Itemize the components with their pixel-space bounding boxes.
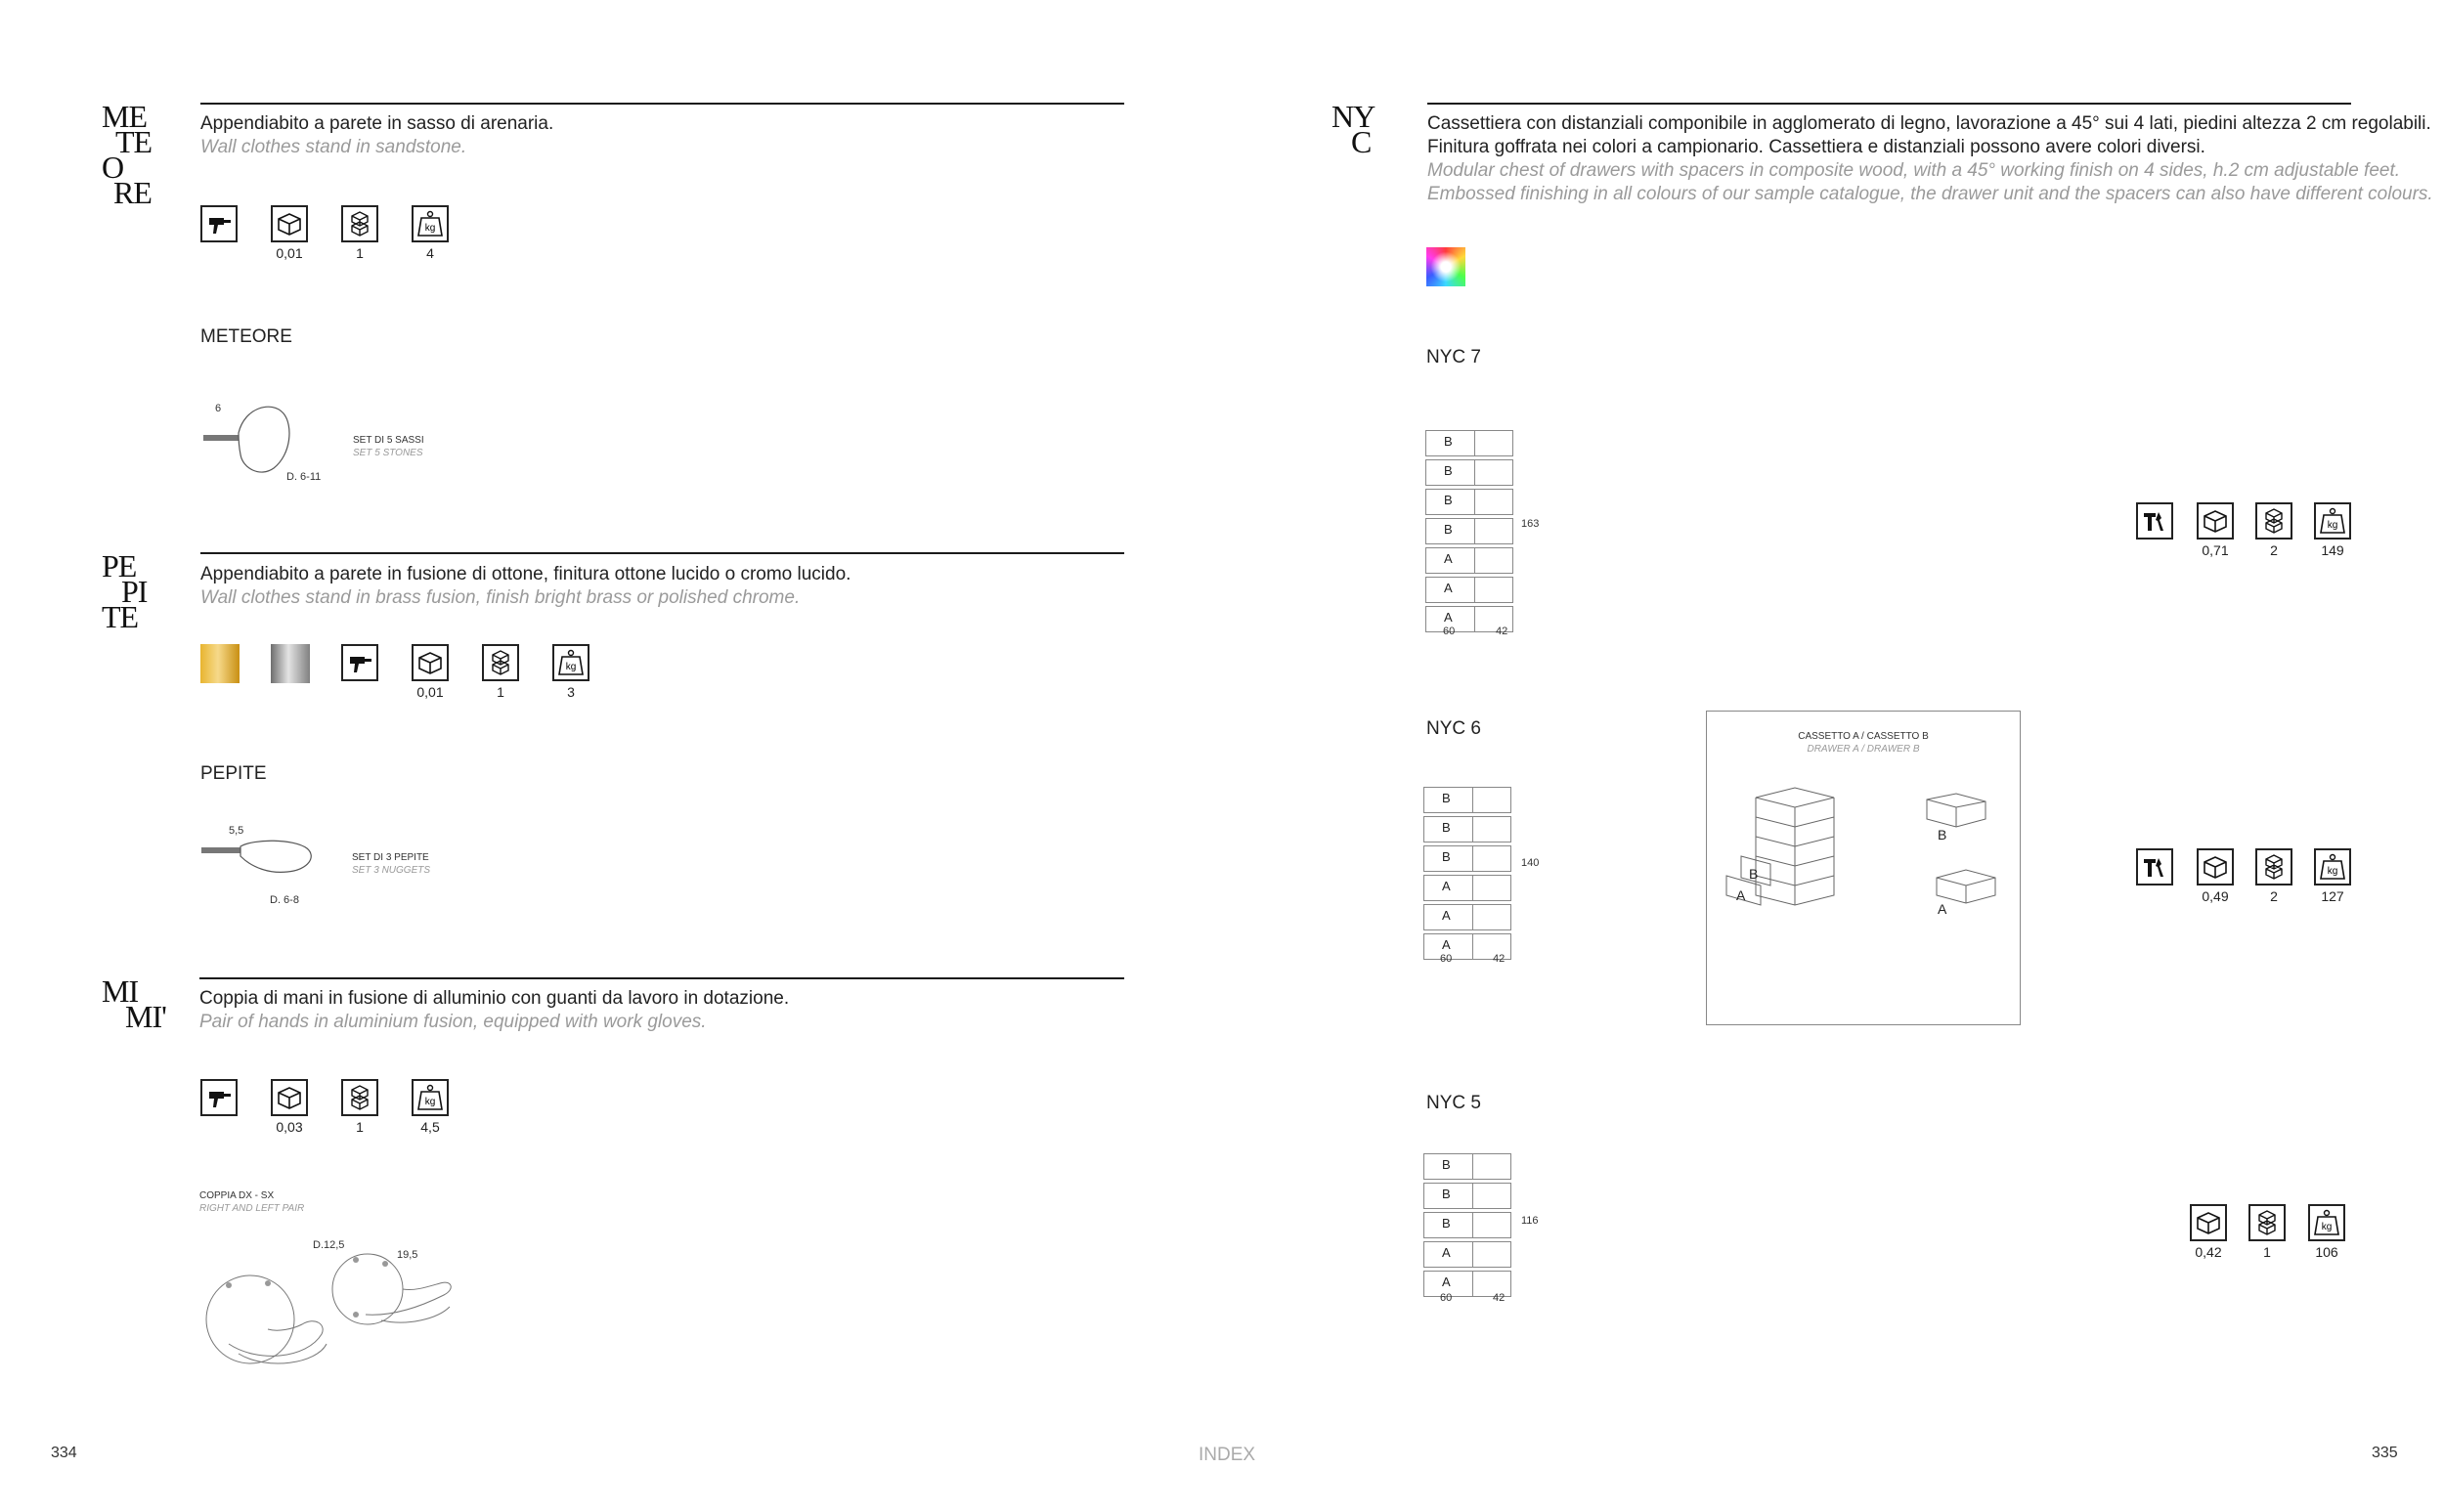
- nyc7-width: 60: [1443, 626, 1456, 637]
- drawer-b: B: [1424, 817, 1473, 842]
- weight-kg-icon: [412, 205, 449, 242]
- package-value: 1: [356, 1119, 364, 1135]
- weight-kg-icon: [2314, 502, 2351, 540]
- pepite-drawing: [196, 831, 323, 889]
- weight-kg-icon: [2308, 1204, 2345, 1241]
- package-count-icon: [2255, 848, 2292, 886]
- weight-value: 127: [2321, 888, 2344, 904]
- meteore-dim-top: 6: [215, 403, 222, 414]
- package-count-icon: [482, 644, 519, 681]
- svg-text:kg: kg: [2327, 866, 2338, 877]
- drawer-a: A: [1424, 905, 1473, 929]
- weight-value: 4,5: [420, 1119, 440, 1135]
- meteore-desc-it: Appendiabito a parete in sasso di arenaria.: [200, 113, 554, 134]
- color-wheel-icon: [1426, 247, 1465, 286]
- logo-line: C: [1351, 124, 1372, 159]
- drawer-detail-box: [1706, 711, 2021, 1025]
- drawer-a: A: [1424, 1242, 1473, 1267]
- nyc-desc-it-2: Finitura goffrata nei colori a campionario. Cassettiera e distanziali possono avere colori diversi.: [1427, 137, 2205, 157]
- volume-value: 0,01: [416, 684, 444, 700]
- drill-icon: [341, 644, 378, 681]
- meteore-logo: [102, 99, 153, 210]
- drawer-letter-a: A: [1736, 887, 1746, 903]
- drawer-b: B: [1426, 490, 1475, 514]
- nyc-desc-en-1: Modular chest of drawers with spacers in composite wood, with a 45° working finish on 4 sides, h.2 cm adjustable feet.: [1427, 160, 2401, 181]
- mimi-hands-drawing: [199, 1246, 454, 1373]
- box-volume-icon: [2197, 502, 2234, 540]
- svg-text:kg: kg: [2327, 520, 2338, 531]
- drawer-a: A: [1426, 578, 1475, 602]
- nyc5-depth: 42: [1493, 1292, 1506, 1304]
- logo-line: NY: [1331, 99, 1375, 134]
- nyc6-name: NYC 6: [1426, 718, 1481, 739]
- package-count-icon: [341, 205, 378, 242]
- section-rule: [1427, 103, 2351, 105]
- nyc6-drawer-stack: [1423, 787, 1511, 960]
- drawer-letter-a: A: [1938, 901, 1947, 917]
- pepite-set-it: SET DI 3 PEPITE: [352, 852, 429, 863]
- meteore-set-en: SET 5 STONES: [353, 448, 423, 458]
- drawer-letter-b: B: [1749, 866, 1759, 882]
- nyc5-name: NYC 5: [1426, 1093, 1481, 1113]
- weight-value: 106: [2315, 1244, 2338, 1260]
- svg-text:kg: kg: [2321, 1222, 2333, 1232]
- volume-value: 0,01: [276, 245, 303, 261]
- volume-value: 0,03: [276, 1119, 303, 1135]
- drawer-a: A: [1424, 934, 1473, 959]
- drawer-b: B: [1426, 431, 1475, 455]
- drawer-box-title-it: CASSETTO A / CASSETTO B: [1798, 731, 1929, 742]
- mimi-dim-d: D.12,5: [313, 1239, 345, 1251]
- mimi-pair-en: RIGHT AND LEFT PAIR: [199, 1203, 305, 1214]
- mimi-desc-it: Coppia di mani in fusione di alluminio con guanti da lavoro in dotazione.: [199, 988, 790, 1009]
- mimi-pair-it: COPPIA DX - SX: [199, 1190, 275, 1201]
- tools-icon: [2136, 502, 2173, 540]
- logo-line: RE: [113, 175, 152, 210]
- page-number-left: 334: [51, 1445, 77, 1461]
- nyc7-depth: 42: [1496, 626, 1508, 637]
- volume-value: 0,42: [2195, 1244, 2222, 1260]
- drawer-a: A: [1426, 548, 1475, 573]
- drawer-a: A: [1424, 876, 1473, 900]
- weight-kg-icon: [2314, 848, 2351, 886]
- weight-value: 149: [2321, 542, 2344, 558]
- package-value: 1: [497, 684, 504, 700]
- meteore-dim-bottom: D. 6-11: [286, 471, 322, 483]
- nyc6-width: 60: [1440, 953, 1453, 965]
- index-link[interactable]: INDEX: [1199, 1445, 1256, 1465]
- nyc7-height: 163: [1521, 518, 1540, 530]
- nyc6-depth: 42: [1493, 953, 1506, 965]
- nyc-logo: [1331, 99, 1375, 159]
- pepite-desc-en: Wall clothes stand in brass fusion, finish bright brass or polished chrome.: [200, 587, 801, 608]
- drawer-b: B: [1424, 1213, 1473, 1237]
- weight-kg-icon: [552, 644, 589, 681]
- drill-icon: [200, 205, 238, 242]
- nyc7-name: NYC 7: [1426, 347, 1481, 367]
- svg-text:kg: kg: [424, 223, 436, 234]
- pepite-desc-it: Appendiabito a parete in fusione di ottone, finitura ottone lucido o cromo lucido.: [200, 564, 851, 584]
- drawer-b: B: [1424, 1184, 1473, 1208]
- logo-line: MI': [125, 999, 166, 1034]
- drawer-b: B: [1426, 519, 1475, 543]
- drawer-b: B: [1424, 788, 1473, 812]
- pepite-set-en: SET 3 NUGGETS: [352, 865, 431, 876]
- nyc7-drawer-stack: [1425, 430, 1513, 632]
- brass-swatch: [200, 644, 240, 683]
- drill-icon: [200, 1079, 238, 1116]
- nyc5-height: 116: [1521, 1215, 1539, 1227]
- box-volume-icon: [271, 205, 308, 242]
- meteore-desc-en: Wall clothes stand in sandstone.: [200, 137, 467, 157]
- logo-line: PE: [102, 548, 137, 583]
- logo-line: TE: [102, 599, 139, 634]
- section-rule: [200, 552, 1124, 554]
- section-rule: [199, 977, 1124, 979]
- weight-value: 4: [426, 245, 434, 261]
- box-volume-icon: [2190, 1204, 2227, 1241]
- nyc5-drawer-stack: [1423, 1153, 1511, 1297]
- svg-text:kg: kg: [424, 1097, 436, 1107]
- pepite-logo: [102, 548, 148, 634]
- logo-line: MI: [102, 973, 139, 1009]
- page-number-right: 335: [2372, 1445, 2398, 1461]
- weight-value: 3: [567, 684, 575, 700]
- package-value: 2: [2270, 542, 2278, 558]
- drawer-box-title-en: DRAWER A / DRAWER B: [1807, 744, 1920, 755]
- drawer-b: B: [1424, 1154, 1473, 1179]
- package-count-icon: [2248, 1204, 2286, 1241]
- nyc6-height: 140: [1521, 857, 1540, 869]
- volume-value: 0,49: [2202, 888, 2229, 904]
- nyc5-width: 60: [1440, 1292, 1453, 1304]
- box-volume-icon: [412, 644, 449, 681]
- tools-icon: [2136, 848, 2173, 886]
- meteore-set-it: SET DI 5 SASSI: [353, 435, 424, 446]
- drawer-illustration: [1717, 770, 2010, 927]
- drawer-a: A: [1424, 1272, 1473, 1296]
- drawer-b: B: [1426, 460, 1475, 485]
- pepite-dim-bottom: D. 6-8: [270, 894, 299, 906]
- section-rule: [200, 103, 1124, 105]
- drawer-letter-b: B: [1938, 827, 1947, 842]
- box-volume-icon: [2197, 848, 2234, 886]
- nyc-desc-en-2: Embossed finishing in all colours of our sample catalogue, the drawer unit and the spacers can also have different colours.: [1427, 184, 2433, 204]
- mimi-desc-en: Pair of hands in aluminium fusion, equipped with work gloves.: [199, 1012, 707, 1032]
- mimi-logo: [102, 973, 166, 1034]
- logo-line: TE: [115, 124, 153, 159]
- pepite-dim-top: 5,5: [229, 825, 244, 837]
- drawer-b: B: [1424, 846, 1473, 871]
- package-value: 1: [356, 245, 364, 261]
- logo-line: O: [102, 150, 124, 185]
- logo-line: PI: [121, 574, 148, 609]
- meteore-name: METEORE: [200, 326, 292, 347]
- mimi-dim-w: 19,5: [397, 1249, 418, 1261]
- pepite-name: PEPITE: [200, 763, 267, 784]
- volume-value: 0,71: [2202, 542, 2229, 558]
- package-value: 2: [2270, 888, 2278, 904]
- nyc-desc-it-1: Cassettiera con distanziali componibile in agglomerato di legno, lavorazione a 45° sui 4 lati, piedini altezza 2 cm regolabili.: [1427, 113, 2431, 134]
- logo-line: ME: [102, 99, 147, 134]
- chrome-swatch: [271, 644, 310, 683]
- weight-kg-icon: [412, 1079, 449, 1116]
- box-volume-icon: [271, 1079, 308, 1116]
- package-value: 1: [2263, 1244, 2271, 1260]
- package-count-icon: [2255, 502, 2292, 540]
- package-count-icon: [341, 1079, 378, 1116]
- drawer-a: A: [1426, 607, 1475, 631]
- svg-text:kg: kg: [565, 662, 577, 672]
